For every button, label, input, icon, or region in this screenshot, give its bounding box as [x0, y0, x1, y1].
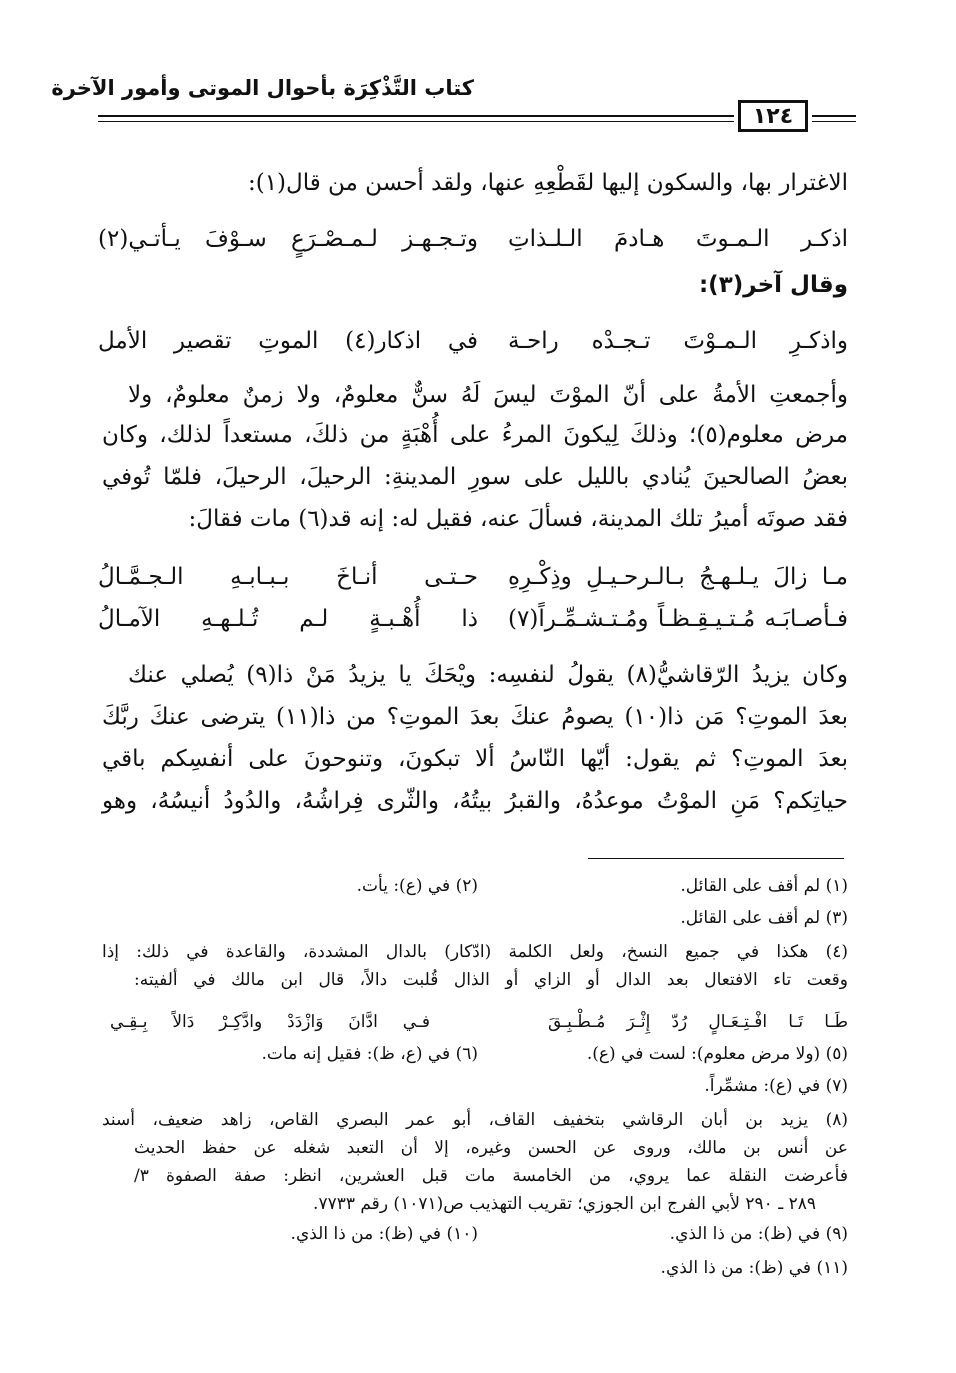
text-line: بعدَ الموتِ؟ ثم يقول: أيّها النّاسُ ألا تبكونَ، وتنوحونَ على أنفسِكم باقي: [102, 746, 848, 772]
footnote: (٤) هكذا في جميع النسخ، ولعل الكلمة (ادّكار) بالدال المشددة، والقاعدة في ذلك: إذا: [102, 942, 848, 962]
text-line: وأجمعتِ الأمةُ على أنّ الموْتَ ليسَ لَهُ سنٌّ معلومٌ، ولا زمنٌ معلومٌ، ولا: [128, 382, 848, 408]
text-line: وكان يزيدُ الرّقاشيُّ(٨) يقولُ لنفسِه: ويْحَكَ يا يزيدُ مَنْ ذا(٩) يُصلي عنك: [128, 662, 849, 688]
footnote-continuation: فأعرضت النقلة عما يروي، من الخامسة مات قبل العشرين، انظر: صفة الصفوة ٣/: [134, 1166, 848, 1186]
text-line: بعدَ الموتِ؟ مَن ذا(١٠) يصومُ عنكَ بعدَ الموتِ؟ من ذا(١١) يترضى عنكَ ربَّكَ: [102, 704, 848, 730]
footnote: (١١) في (ظ): من ذا الذي.: [660, 1258, 848, 1278]
text-line: وقال آخر(٣):: [698, 272, 848, 298]
verse-hemistich-left: ذا أُهْـبـةٍ لـم تُـلـهـهِ الآمـالُ: [98, 606, 478, 632]
header-rule: [98, 121, 734, 122]
running-header-title: كتاب التَّذْكِرَة بأحوال الموتى وأمور الآخرة: [51, 76, 474, 100]
footnote: (٢) في (ع): يأت.: [356, 876, 478, 896]
text-line: فقد صوتَه أميرُ تلك المدينة، فسألَ عنه، فقيل له: إنه قد(٦) مات فقالَ:: [188, 506, 848, 532]
text-line: بعضُ الصالحينَ يُنادي بالليل على سورِ المدينةِ: الرحيلَ، الرحيلَ، فلمّا تُوفي: [102, 464, 848, 490]
page-number: ١٢٤: [738, 100, 808, 132]
footnote-continuation: ٢٨٩ ـ ٢٩٠ لأبي الفرج ابن الجوزي؛ تقريب التهذيب ص(١٠٧١) رقم ٧٧٣٣.: [313, 1194, 816, 1214]
footnote: (٩) في (ظ): من ذا الذي.: [669, 1224, 848, 1244]
text-line: الاغترار بها، والسكون إليها لقَطْعِهِ عنها، ولقد أحسن من قال(١):: [247, 170, 848, 196]
footnote: (١) لم أقف على القائل.: [680, 876, 848, 896]
verse-hemistich-left: وتـجـهـز لـمـصْـرَعٍ سـوْفَ يـأتـي(٢): [98, 226, 478, 252]
footnote: (٦) في (ع، ظ): فقيل إنه مات.: [261, 1044, 478, 1064]
verse-hemistich-left: حـتـى أنـاخَ بـبـابـهِ الـجـمَّـالُ: [98, 564, 478, 590]
verse-hemistich-left: في اذكار(٤) الموتِ تقصير الأمل: [98, 328, 478, 354]
footnote: (٨) يزيد بن أبان الرقاشي بتخفيف القاف، أبو عمر البصري القاص، زاهد ضعيف، أسند: [102, 1110, 848, 1130]
footnote: (١٠) في (ظ): من ذا الذي.: [290, 1224, 478, 1244]
header-rule: [812, 115, 856, 117]
footnote-verse-right: طَـا تَـا افْـتِـعَـالٍ رُدّ إِثْـرَ مُـطْـبِـقَ: [548, 1012, 848, 1032]
verse-hemistich-right: مـا زالَ يـلـهـجُ بـالـرحـيـلِ وذِكْـرِهِ: [508, 564, 848, 590]
footnote: (٧) في (ع): مشمِّراً.: [704, 1076, 848, 1096]
footnote-verse-left: فـي ادَّانَ وَازْدَدْ وادَّكِـرْ دَالاً بِـقِـي: [110, 1012, 430, 1032]
footnote-continuation: عن أنس بن مالك، وروى عن الحسن وغيره، إلا أن التعبد شغله عن حفظ الحديث: [134, 1138, 848, 1158]
header-rule: [812, 121, 856, 122]
header-rule: [98, 115, 734, 117]
verse-hemistich-right: اذكـر الـمـوتَ هـادمَ الـلـذاتِ: [508, 226, 848, 252]
text-line: مرض معلوم(٥)؛ وذلكَ لِيكونَ المرءُ على أُهْبَةٍ من ذلكَ، مستعداً لذلك، وكان: [102, 422, 848, 448]
footnote: (٥) (ولا مرض معلوم): لست في (ع).: [586, 1044, 848, 1064]
footnote-separator: [588, 858, 844, 859]
footnote: (٣) لم أقف على القائل.: [680, 908, 848, 928]
footnote-continuation: وقعت تاء الافتعال بعد الدال أو الزاي أو الذال قُلبت دالاً، قال ابن مالك في ألفيته:: [134, 970, 848, 990]
text-line: حياتِكم؟ مَنِ الموْتُ موعدُهُ، والقبرُ بيتُهُ، والثّرى فِراشُهُ، والدُودُ أنيسُهُ، وهو: [102, 788, 848, 814]
verse-hemistich-right: فـأصـابَـه مُـتـيـقِـظـاً ومُـتـشـمِّـراً(٧): [508, 606, 848, 632]
verse-hemistich-right: واذكـرِ الـمـوْتَ تـجـدْه راحـة: [508, 328, 848, 354]
